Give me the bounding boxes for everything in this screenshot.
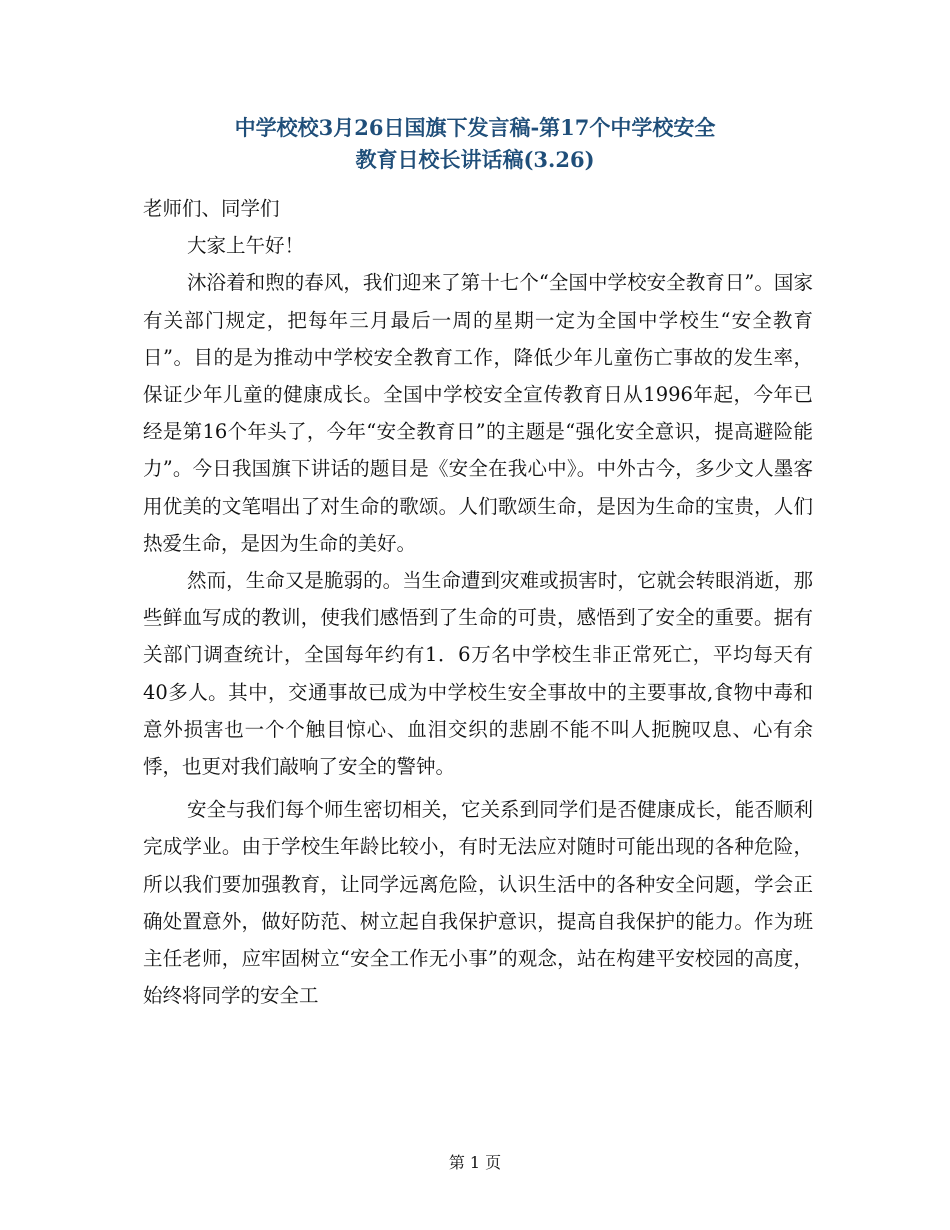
paragraph-2: 然而，生命又是脆弱的。当生命遭到灾难或损害时，它就会转眼消逝，那些鲜血写成的教训，使我们感悟到了生命的可贵，感悟到了安全的重要。据有关部门调查统计，全国每年约有1．6万名中学校生非正常死亡，平均每天有40多人。其中，交通事故已成为中学校生安全事故中的主要事故,食物中毒和意外损害也一个个触目惊心、血泪交织的悲剧不能不叫人扼腕叹息、心有余悸，也更对我们敲响了安全的警钟。 [143, 569, 813, 779]
document-title [120, 112, 830, 176]
document-body [143, 190, 813, 1014]
title-line-1: 中学校校3月26日国旗下发言稿-第17个中学校安全 [234, 115, 716, 140]
title-line-2: 教育日校长讲话稿(3.26) [355, 147, 595, 172]
page-footer: 第 1 页 [448, 1153, 502, 1172]
paragraph-3: 安全与我们每个师生密切相关，它关系到同学们是否健康成长，能否顺利完成学业。由于学校生年龄比较小，有时无法应对随时可能出现的各种危险，所以我们要加强教育，让同学远离危险，认识生活中的各种安全问题，学会正确处置意外，做好防范、树立起自我保护意识，提高自我保护的能力。作为班主任老师，应牢固树立“安全工作无小事”的观念，站在构建平安校园的高度，始终将同学的安全工 [143, 798, 813, 1008]
salutation: 老师们、同学们 [143, 197, 280, 220]
paragraph-greeting: 大家上午好！ [187, 234, 305, 258]
paragraph-1: 沐浴着和煦的春风，我们迎来了第十七个“全国中学校安全教育日”。国家有关部门规定，把每年三月最后一周的星期一定为全国中学校生“安全教育日”。目的是为推动中学校安全教育工作，降低少年儿童伤亡事故的发生率，保证少年儿童的健康成长。全国中学校安全宣传教育日从1996年起，今年已经是第16个年头了，今年“安全教育日”的主题是“强化安全意识，提高避险能力”。今日我国旗下讲话的题目是《安全在我心中》。中外古今，多少文人墨客用优美的文笔唱出了对生命的歌颂。人们歌颂生命，是因为生命的宝贵，人们热爱生命，是因为生命的美好。 [143, 271, 813, 555]
